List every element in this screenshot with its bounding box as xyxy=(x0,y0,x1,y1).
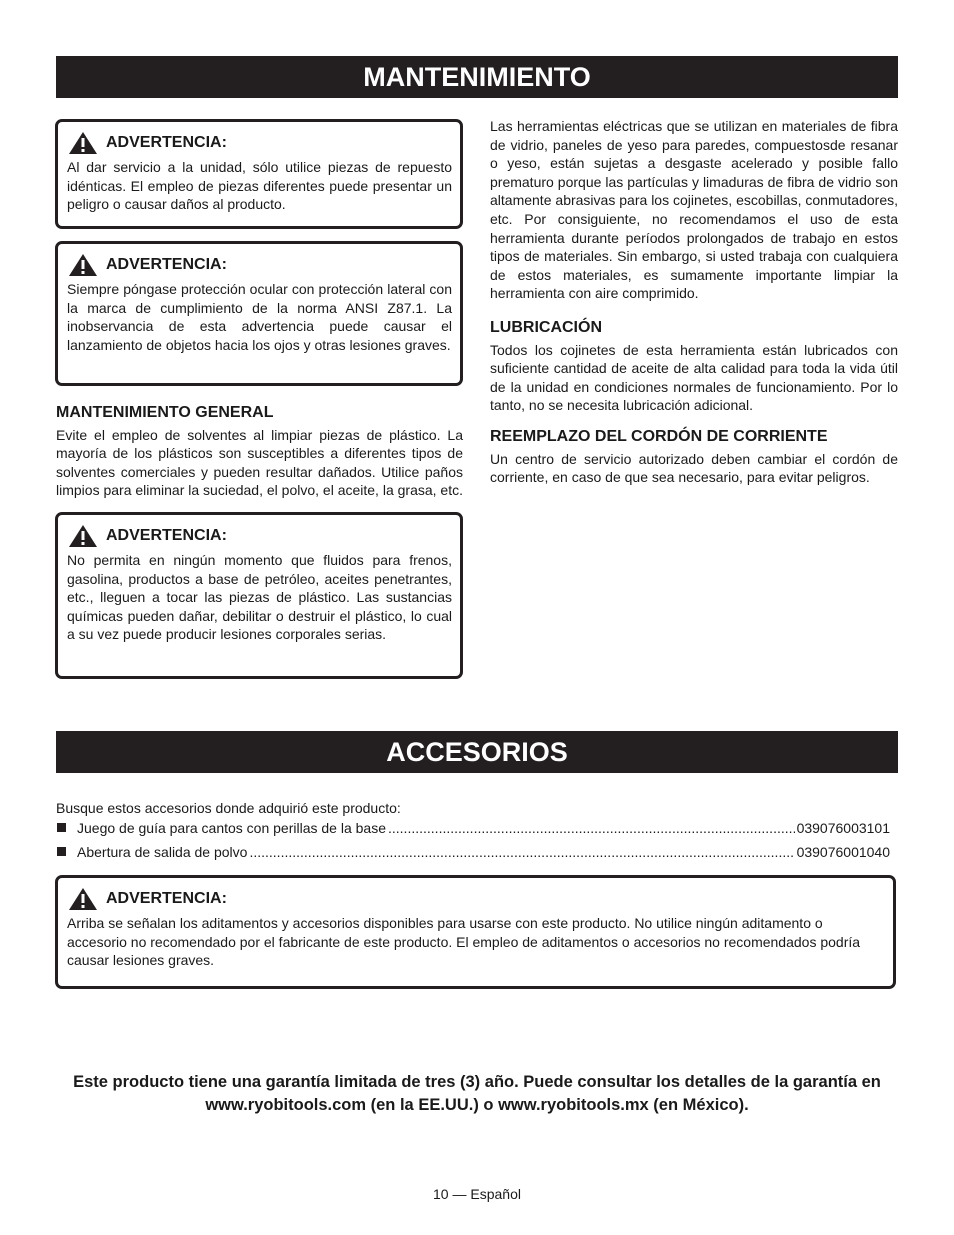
bullet-square-icon xyxy=(57,823,66,832)
warranty-notice: Este producto tiene una garantía limitada de tres (3) año. Puede consultar los detalles de la garantía en www.ryobitools.com (en la EE.UU.) o www.ryobitools.mx (en México). xyxy=(73,1073,881,1114)
right-column xyxy=(490,117,898,487)
warning-text: Siempre póngase protección ocular con protección lateral con la marca de cumplimiento de la norma ANSI Z87.1. La inobservancia de esta advertencia puede causar el lanzamiento de objetos hacia los ojos y otras lesiones graves. xyxy=(67,281,452,353)
warning-triangle-icon xyxy=(68,524,98,548)
fiberglass-paragraph: Las herramientas eléctricas que se utilizan en materiales de fibra de vidrio, paneles de yeso para paredes, compuestosde resanar o yeso, están sujetas a desgaste acelerado y posible fallo prematuro porque las partículas y limaduras de fibra de vidrio son altamente abrasivas para los cojinetes, escobillas, conmutadores, etc. Por consiguiente, no recomendamos el uso de esta herramienta durante períodos prolongados de trabajo en estos tipos de materiales. Sin embargo, si usted trabaja con cualquiera de estos materiales, es sumamente importante limpiar la herramienta con aire comprimido. xyxy=(490,118,898,302)
cord-replacement-section xyxy=(490,428,898,487)
warning-box-eye-protection xyxy=(55,241,463,386)
warning-header xyxy=(67,131,452,155)
warning-triangle-icon xyxy=(68,253,98,277)
accessory-name: Abertura de salida de polvo xyxy=(77,844,248,860)
accessories-list xyxy=(56,798,890,868)
warning-header xyxy=(67,253,452,277)
warning-box-parts xyxy=(55,119,463,229)
warning-box-chemicals xyxy=(55,512,463,679)
section-heading: REEMPLAZO DEL CORDÓN DE CORRIENTE xyxy=(490,427,828,445)
warning-text: Arriba se señalan los aditamentos y accesorios disponibles para usarse con este producto. No utilice ningún aditamento o accesorio no recomendado por el fabricante de este producto. El empleo de aditamentos o accesorios no recomendados podría causar lesiones graves. xyxy=(67,915,861,969)
warning-header xyxy=(67,887,885,911)
warning-heading: ADVERTENCIA: xyxy=(106,526,227,544)
section-heading: MANTENIMIENTO GENERAL xyxy=(56,404,274,421)
general-maintenance-section xyxy=(55,404,463,500)
accessory-part-number: 039076001040 xyxy=(796,844,890,860)
page-number: 10 — Español xyxy=(433,1186,521,1202)
section-text: Evite el empleo de solventes al limpiar piezas de plástico. La mayoría de los plásticos son susceptibles a diferentes tipos de solventes comerciales y pueden resultar dañados. Utilice paños limpios para eliminar la suciedad, el polvo, el aceite, la grasa, etc. xyxy=(56,426,463,499)
left-column xyxy=(55,119,463,691)
maintenance-title: MANTENIMIENTO xyxy=(56,56,898,98)
accessory-item xyxy=(56,820,890,844)
warning-text: No permita en ningún momento que fluidos para frenos, gasolina, productos a base de petróleo, aceites penetrantes, etc., lleguen a tocar las piezas de plástico. Las sustancias químicas pueden dañar, debilitar o destruir el plástico, lo cual a su vez puede producir lesiones corporales serias. xyxy=(67,551,452,643)
accessory-item xyxy=(56,844,890,868)
warning-box-accessories xyxy=(55,875,896,989)
bullet-square-icon xyxy=(57,847,66,856)
accessory-name: Juego de guía para cantos con perillas de la base xyxy=(77,820,386,836)
dot-leader xyxy=(249,844,794,860)
warning-triangle-icon xyxy=(68,887,98,911)
section-text: Todos los cojinetes de esta herramienta están lubricados con suficiente cantidad de aceite de alta calidad para toda la vida útil de la unidad en condiciones normales de funcionamiento. Por lo tanto, no se necesita lubricación adicional. xyxy=(490,341,898,414)
warning-heading: ADVERTENCIA: xyxy=(106,255,227,273)
section-text: Un centro de servicio autorizado deben cambiar el cordón de corriente, en caso de que sea necesario, para evitar peligros. xyxy=(490,450,898,486)
lubrication-section xyxy=(490,319,898,415)
warning-header xyxy=(67,524,452,548)
warning-heading: ADVERTENCIA: xyxy=(106,889,227,907)
accessory-part-number: 039076003101 xyxy=(796,820,890,836)
warning-heading: ADVERTENCIA: xyxy=(106,133,227,151)
warning-triangle-icon xyxy=(68,131,98,155)
dot-leader xyxy=(388,820,795,836)
section-heading: LUBRICACIÓN xyxy=(490,318,602,336)
accessories-intro: Busque estos accesorios donde adquirió este producto: xyxy=(56,800,401,816)
accessories-title: ACCESORIOS xyxy=(56,731,898,773)
warning-text: Al dar servicio a la unidad, sólo utilice piezas de repuesto idénticas. El empleo de piezas diferentes puede presentar un peligro o causar daños al producto. xyxy=(67,159,452,213)
